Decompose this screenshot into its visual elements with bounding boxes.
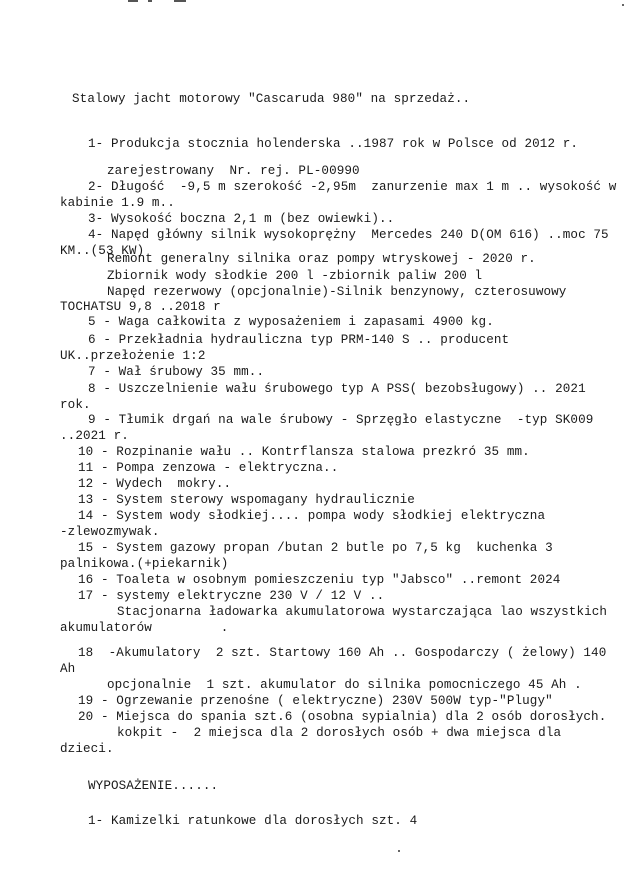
scan-artifact: [622, 4, 624, 6]
section-heading: WYPOSAŻENIE......: [88, 779, 219, 793]
text-line: dzieci.: [60, 742, 114, 756]
scan-artifact: [128, 0, 138, 2]
text-line: 19 - Ogrzewanie przenośne ( elektryczne) 230V 500W typ-"Plugy": [78, 694, 553, 708]
text-line: 9 - Tłumik drgań na wale śrubowy - Sprzęgło elastyczne -typ SK009: [88, 413, 594, 427]
text-line: kokpit - 2 miejsca dla 2 dorosłych osób + dwa miejsca dla: [117, 726, 562, 740]
text-line: 17 - systemy elektryczne 230 V / 12 V ..: [78, 589, 385, 603]
text-line: 8 - Uszczelnienie wału śrubowego typ A PSS( bezobsługowy) .. 2021: [88, 382, 586, 396]
text-line: 18 -Akumulatory 2 szt. Startowy 160 Ah .. Gospodarczy ( żelowy) 140: [78, 646, 607, 660]
text-line: zarejestrowany Nr. rej. PL-00990: [107, 164, 360, 178]
text-line: Stacjonarna ładowarka akumulatorowa wystarczająca lao wszystkich: [117, 605, 608, 619]
text-line: Ah: [60, 662, 76, 676]
text-line: palnikowa.(+piekarnik): [60, 557, 229, 571]
text-line: 6 - Przekładnia hydrauliczna typ PRM-140 S .. producent: [88, 333, 510, 347]
text-line: 5 - Waga całkowita z wyposażeniem i zapasami 4900 kg.: [88, 315, 494, 329]
text-line: rok.: [60, 398, 91, 412]
text-line: 13 - System sterowy wspomagany hydraulicznie: [78, 493, 415, 507]
text-line: 4- Napęd główny silnik wysokoprężny Mercedes 240 D(OM 616) ..moc 75: [88, 228, 609, 242]
text-line: akumulatorów .: [60, 621, 229, 635]
text-line: -zlewozmywak.: [60, 525, 160, 539]
text-line: Napęd rezerwowy (opcjonalnie)-Silnik benzynowy, czterosuwowy: [107, 285, 567, 299]
text-line: 1- Produkcja stocznia holenderska ..1987 rok w Polsce od 2012 r.: [88, 137, 579, 151]
text-line: 15 - System gazowy propan /butan 2 butle po 7,5 kg kuchenka 3: [78, 541, 553, 555]
text-line: 14 - System wody słodkiej.... pompa wody słodkiej elektryczna: [78, 509, 546, 523]
text-line: 1- Kamizelki ratunkowe dla dorosłych szt. 4: [88, 814, 418, 828]
text-line: Zbiornik wody słodkie 200 l -zbiornik paliw 200 l: [107, 269, 483, 283]
text-line: 3- Wysokość boczna 2,1 m (bez owiewki)..: [88, 212, 395, 226]
text-line: Remont generalny silnika oraz pompy wtryskowej - 2020 r.: [107, 252, 536, 266]
text-line: opcjonalnie 1 szt. akumulator do silnika pomocniczego 45 Ah .: [107, 678, 582, 692]
text-line: KM..(53 KW): [60, 244, 145, 258]
text-line: 12 - Wydech mokry..: [78, 477, 232, 491]
scan-artifact: [148, 0, 152, 2]
text-line: 10 - Rozpinanie wału .. Kontrflansza stalowa prezkró 35 mm.: [78, 445, 530, 459]
text-line: 7 - Wał śrubowy 35 mm..: [88, 365, 265, 379]
scan-artifact: [174, 0, 186, 2]
text-line: 2- Długość -9,5 m szerokość -2,95m zanurzenie max 1 m .. wysokość w: [88, 180, 617, 194]
text-line: UK..przełożenie 1:2: [60, 349, 206, 363]
text-line: TOCHATSU 9,8 ..2018 r: [60, 300, 221, 314]
text-line: 11 - Pompa zenzowa - elektryczna..: [78, 461, 339, 475]
document-title: Stalowy jacht motorowy "Cascaruda 980" na sprzedaż..: [72, 92, 471, 106]
text-line: 20 - Miejsca do spania szt.6 (osobna sypialnia) dla 2 osób dorosłych.: [78, 710, 607, 724]
scan-artifact: [398, 850, 400, 852]
text-line: ..2021 r.: [60, 429, 129, 443]
text-line: 16 - Toaleta w osobnym pomieszczeniu typ "Jabsco" ..remont 2024: [78, 573, 561, 587]
text-line: kabinie 1.9 m..: [60, 196, 175, 210]
